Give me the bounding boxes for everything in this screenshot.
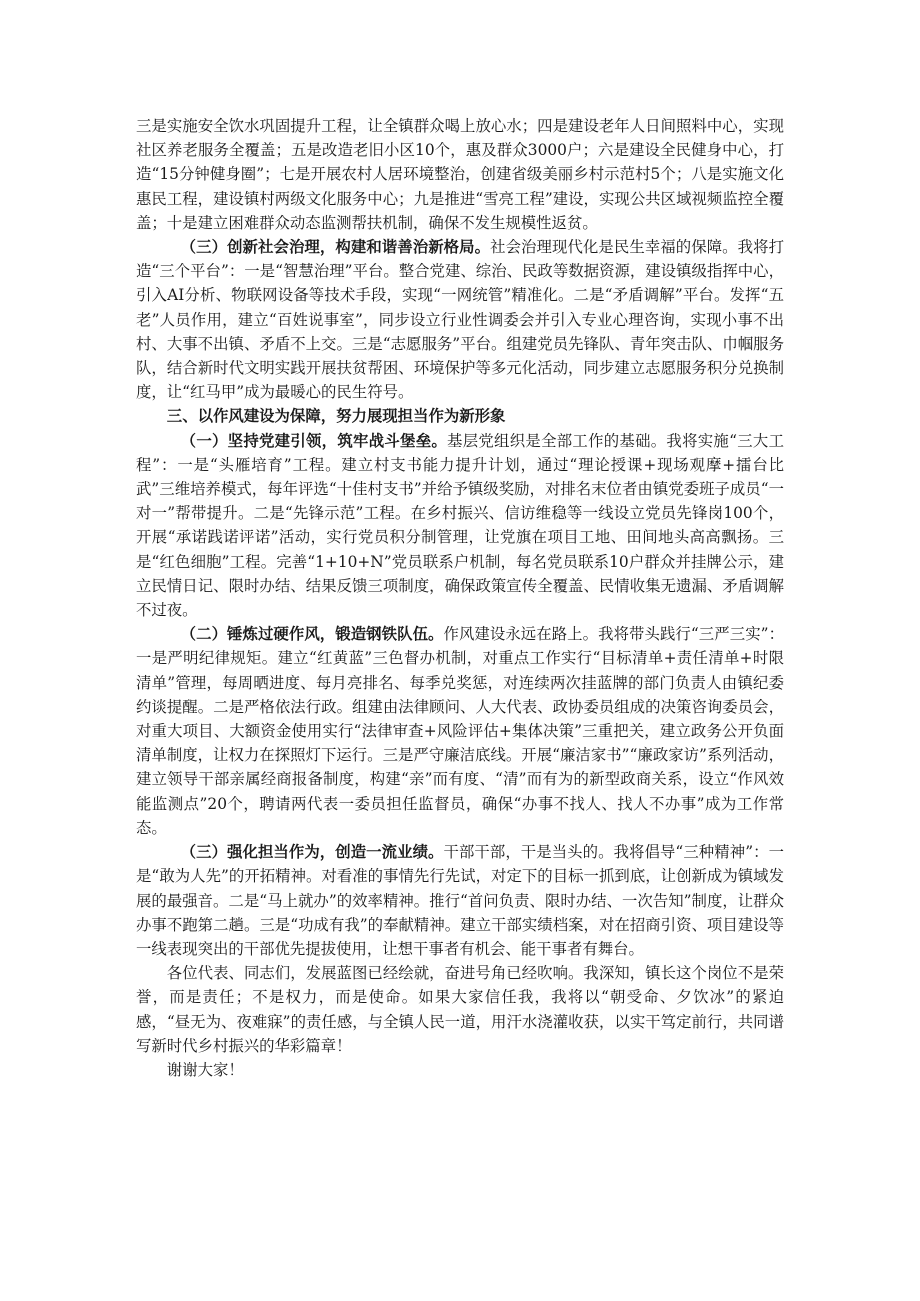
paragraph-party-building — [136, 429, 784, 623]
paragraph-text: 基层党组织是全部工作的基础。我将实施“三大工程”：一是“头雁培育”工程。建立村支书能力提升计划，通过“理论授课+现场观摩+擂台比武”三维培养模式，每年评选“十佳村支书”并给予镇级奖励，对排名末位者由镇党委班子成员“一对一”帮带提升。二是“先锋示范”工程。在乡村振兴、信访维稳等一线设立党员先锋岗100个，开展“承诺践诺评诺”活动，实行党员积分制管理，让党旗在项目工地、田间地头高高飘扬。三是“红色细胞”工程。完善“1+10+N”党员联系户机制，每名党员联系10户群众并挂牌公示，建立民情日记、限时办结、结果反馈三项制度，确保政策宣传全覆盖、民情收集无遗漏、矛盾调解不过夜。 — [136, 431, 784, 620]
paragraph-lead: （三）强化担当作为，创造一流业绩。 — [180, 843, 444, 862]
paragraph-lead: （三）创新社会治理，构建和谐善治新格局。 — [180, 238, 491, 257]
paragraph-social-governance — [136, 235, 784, 404]
closing-remark: 谢谢大家！ — [166, 1060, 244, 1079]
paragraph-continued — [136, 114, 784, 235]
paragraph-text: 社会治理现代化是民生幸福的保障。我将打造“三个平台”：一是“智慧治理”平台。整合党建、综治、民政等数据资源，建设镇级指挥中心，引入AI分析、物联网设备等技术手段，实现“一网统管”精准化。二是“矛盾调解”平台。发挥“五老”人员作用，建立“百姓说事室”，同步设立行业性调委会并引入专业心理咨询，实现小事不出村、大事不出镇、矛盾不上交。三是“志愿服务”平台。组建党员先锋队、青年突击队、巾帼服务队，结合新时代文明实践开展扶贫帮困、环境保护等多元化活动，同步建立志愿服务积分兑换制度，让“红马甲”成为最暖心的民生符号。 — [136, 238, 784, 402]
paragraph-text: 作风建设永远在路上。我将带头践行“三严三实”：一是严明纪律规矩。建立“红黄蓝”三色督办机制，对重点工作实行“目标清单+责任清单+时限清单”管理，每周晒进度、每月亮排名、每季兑奖惩，对连续两次挂蓝牌的部门负责人由镇纪委约谈提醒。二是严格依法行政。组建由法律顾问、人大代表、政协委员组成的决策咨询委员会，对重大项目、大额资金使用实行“法律审查+风险评估+集体决策”三重把关，建立政务公开负面清单制度，让权力在探照灯下运行。三是严守廉洁底线。开展“廉洁家书”“廉政家访”系列活动，建立领导干部亲属经商报备制度，构建“亲”而有度、“清”而有为的新型政商关系，设立“作风效能监测点”20个，聘请两代表一委员担任监督员，确保“办事不找人、找人不办事”成为工作常态。 — [136, 625, 784, 837]
section-heading: 三、以作风建设为保障，努力展现担当作为新形象 — [166, 407, 506, 426]
paragraph-conclusion: 各位代表、同志们，发展蓝图已经绘就，奋进号角已经吹响。我深知，镇长这个岗位不是荣誉，而是责任；不是权力，而是使命。如果大家信任我，我将以“朝受命、夕饮冰”的紧迫感，“昼无为、夜难寐”的责任感，与全镇人民一道，用汗水浇灌收获，以实干笃定前行，共同谱写新时代乡村振兴的华彩篇章！ — [136, 964, 784, 1055]
document-body — [136, 114, 784, 1082]
paragraph-lead: （一）坚持党建引领，筑牢战斗堡垒。 — [180, 431, 448, 450]
paragraph-text: 三是实施安全饮水巩固提升工程，让全镇群众喝上放心水；四是建设老年人日间照料中心，实现社区养老服务全覆盖；五是改造老旧小区10个，惠及群众3000户；六是建设全民健身中心，打造“15分钟健身圈”；七是开展农村人居环境整治，创建省级美丽乡村示范村5个；八是实施文化惠民工程，建设镇村两级文化服务中心；九是推进“雪亮工程”建设，实现公共区域视频监控全覆盖；十是建立困难群众动态监测帮扶机制，确保不发生规模性返贫。 — [136, 117, 784, 232]
paragraph-work-style — [136, 622, 784, 840]
paragraph-text: 干部干部，干是当头的。我将倡导“三种精神”：一是“敢为人先”的开拓精神。对看准的事情先行先试，对定下的目标一抓到底，让创新成为镇域发展的最强音。二是“马上就办”的效率精神。推行“首问负责、限时办结、一次告知”制度，让群众办事不跑第二趟。三是“功成有我”的奉献精神。建立干部实绩档案，对在招商引资、项目建设等一线表现突出的干部优先提拔使用，让想干事者有机会、能干事者有舞台。 — [136, 843, 784, 958]
paragraph-lead: （二）锤炼过硬作风，锻造钢铁队伍。 — [180, 625, 444, 644]
paragraph-responsibility — [136, 840, 784, 961]
